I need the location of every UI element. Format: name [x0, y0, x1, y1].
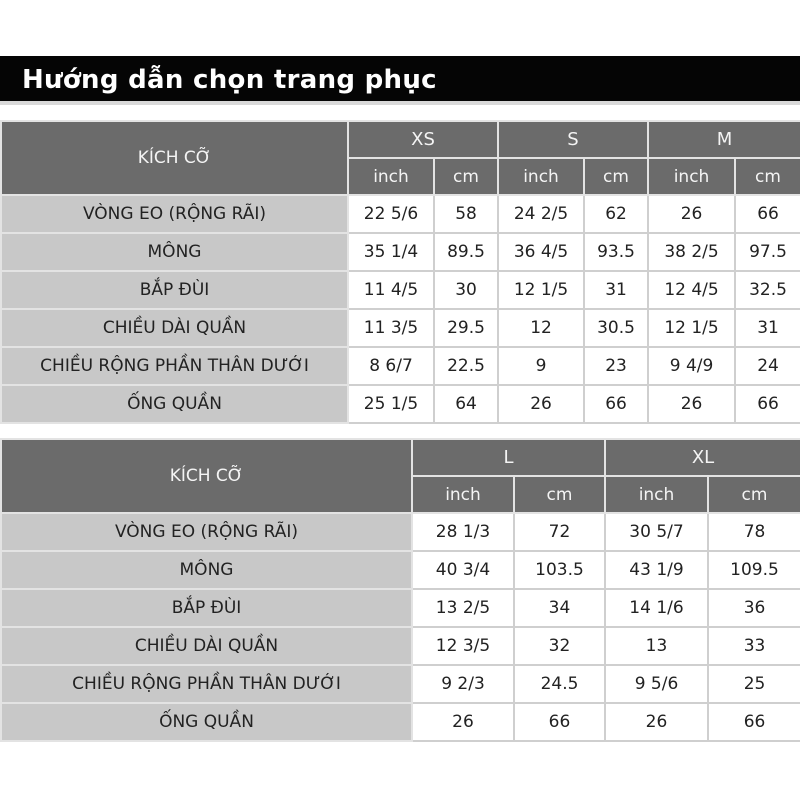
measurement-value: 36 — [708, 589, 800, 627]
measurement-value: 33 — [708, 627, 800, 665]
measurement-value: 66 — [708, 703, 800, 741]
page-title: Hướng dẫn chọn trang phục — [22, 65, 437, 95]
size-s-header: S — [498, 121, 648, 158]
measurement-value: 64 — [434, 385, 498, 423]
size-m-header: M — [648, 121, 800, 158]
table-row — [1, 551, 800, 589]
measurement-label: VÒNG EO (RỘNG RÃI) — [1, 513, 412, 551]
measurement-value: 14 1/6 — [605, 589, 708, 627]
measurement-value: 22 5/6 — [348, 195, 434, 233]
measurement-value: 89.5 — [434, 233, 498, 271]
measurement-value: 11 4/5 — [348, 271, 434, 309]
measurement-value: 66 — [514, 703, 605, 741]
table-row — [1, 627, 800, 665]
measurement-label: ỐNG QUẦN — [1, 385, 348, 423]
measurement-value: 8 6/7 — [348, 347, 434, 385]
measurement-label: MÔNG — [1, 233, 348, 271]
measurement-label: VÒNG EO (RỘNG RÃI) — [1, 195, 348, 233]
measurement-value: 31 — [735, 309, 800, 347]
measurement-value: 12 4/5 — [648, 271, 735, 309]
size-l-header: L — [412, 439, 605, 476]
size-table-l-xl — [0, 438, 800, 742]
measurement-value: 26 — [648, 195, 735, 233]
table-row — [1, 271, 800, 309]
unit-header: inch — [648, 158, 735, 195]
measurement-value: 26 — [498, 385, 584, 423]
table-row — [1, 513, 800, 551]
measurement-value: 28 1/3 — [412, 513, 514, 551]
measurement-value: 12 1/5 — [648, 309, 735, 347]
measurement-value: 9 4/9 — [648, 347, 735, 385]
measurement-value: 26 — [648, 385, 735, 423]
measurement-value: 24.5 — [514, 665, 605, 703]
measurement-label: CHIỀU RỘNG PHẦN THÂN DƯỚI — [1, 347, 348, 385]
table-row — [1, 233, 800, 271]
measurement-value: 58 — [434, 195, 498, 233]
measurement-value: 26 — [412, 703, 514, 741]
unit-header: inch — [498, 158, 584, 195]
measurement-value: 26 — [605, 703, 708, 741]
size-header-label: KÍCH CỠ — [1, 121, 348, 195]
measurement-value: 35 1/4 — [348, 233, 434, 271]
measurement-value: 62 — [584, 195, 648, 233]
measurement-label: CHIỀU DÀI QUẦN — [1, 309, 348, 347]
measurement-value: 38 2/5 — [648, 233, 735, 271]
size-xs-header: XS — [348, 121, 498, 158]
measurement-value: 12 3/5 — [412, 627, 514, 665]
unit-header: cm — [708, 476, 800, 513]
size-xl-header: XL — [605, 439, 800, 476]
measurement-value: 66 — [584, 385, 648, 423]
unit-header: inch — [605, 476, 708, 513]
measurement-value: 30 — [434, 271, 498, 309]
measurement-label: CHIỀU DÀI QUẦN — [1, 627, 412, 665]
measurement-label: BẮP ĐÙI — [1, 589, 412, 627]
measurement-value: 30 5/7 — [605, 513, 708, 551]
measurement-value: 30.5 — [584, 309, 648, 347]
measurement-value: 36 4/5 — [498, 233, 584, 271]
unit-header: cm — [434, 158, 498, 195]
measurement-value: 23 — [584, 347, 648, 385]
table-row — [1, 703, 800, 741]
measurement-value: 13 — [605, 627, 708, 665]
measurement-value: 9 5/6 — [605, 665, 708, 703]
unit-header: cm — [514, 476, 605, 513]
unit-header: inch — [348, 158, 434, 195]
measurement-value: 25 — [708, 665, 800, 703]
measurement-value: 32 — [514, 627, 605, 665]
measurement-label: MÔNG — [1, 551, 412, 589]
measurement-value: 25 1/5 — [348, 385, 434, 423]
size-header-label: KÍCH CỠ — [1, 439, 412, 513]
measurement-label: ỐNG QUẦN — [1, 703, 412, 741]
measurement-value: 34 — [514, 589, 605, 627]
measurement-value: 66 — [735, 385, 800, 423]
measurement-value: 24 2/5 — [498, 195, 584, 233]
measurement-value: 24 — [735, 347, 800, 385]
measurement-value: 93.5 — [584, 233, 648, 271]
unit-header: cm — [584, 158, 648, 195]
measurement-value: 103.5 — [514, 551, 605, 589]
measurement-value: 11 3/5 — [348, 309, 434, 347]
size-table-xs-s-m — [0, 120, 800, 424]
measurement-value: 72 — [514, 513, 605, 551]
measurement-value: 43 1/9 — [605, 551, 708, 589]
measurement-value: 12 1/5 — [498, 271, 584, 309]
table-row — [1, 195, 800, 233]
table-row — [1, 665, 800, 703]
table-row — [1, 309, 800, 347]
table-row — [1, 589, 800, 627]
measurement-value: 12 — [498, 309, 584, 347]
measurement-value: 9 — [498, 347, 584, 385]
title-bar — [0, 56, 800, 105]
measurement-value: 109.5 — [708, 551, 800, 589]
measurement-value: 78 — [708, 513, 800, 551]
measurement-value: 29.5 — [434, 309, 498, 347]
measurement-value: 97.5 — [735, 233, 800, 271]
measurement-value: 40 3/4 — [412, 551, 514, 589]
measurement-label: CHIỀU RỘNG PHẦN THÂN DƯỚI — [1, 665, 412, 703]
measurement-label: BẮP ĐÙI — [1, 271, 348, 309]
measurement-value: 66 — [735, 195, 800, 233]
unit-header: cm — [735, 158, 800, 195]
measurement-value: 31 — [584, 271, 648, 309]
measurement-value: 9 2/3 — [412, 665, 514, 703]
table-row — [1, 385, 800, 423]
unit-header: inch — [412, 476, 514, 513]
measurement-value: 13 2/5 — [412, 589, 514, 627]
measurement-value: 32.5 — [735, 271, 800, 309]
table-row — [1, 347, 800, 385]
measurement-value: 22.5 — [434, 347, 498, 385]
